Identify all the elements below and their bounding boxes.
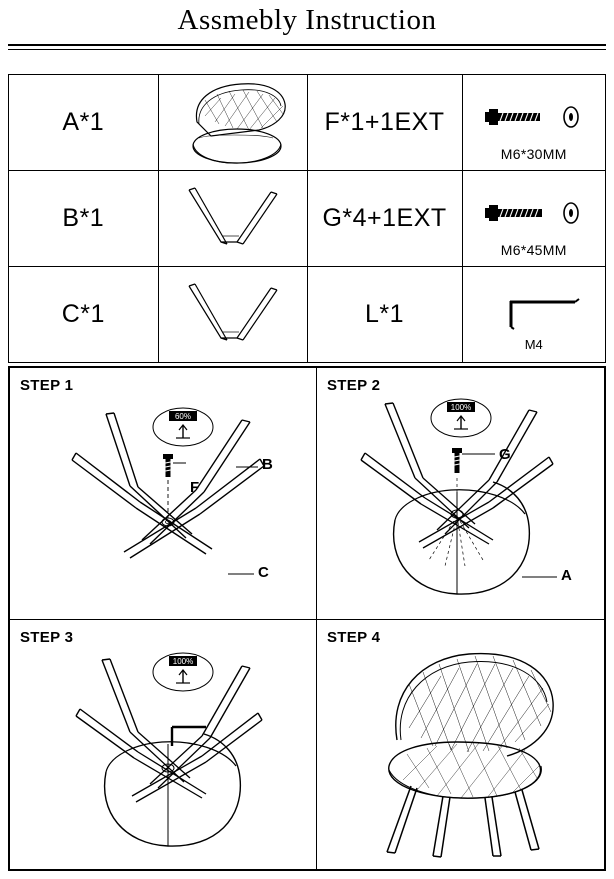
allen-key-icon — [463, 287, 606, 337]
table-row — [9, 75, 606, 171]
callout-c: C — [258, 564, 269, 581]
v-shaped-leg-frame-icon — [159, 268, 307, 362]
step-1-illustration — [10, 368, 316, 619]
bolt-and-washer-icon — [463, 95, 606, 141]
title-divider-thin — [8, 49, 606, 50]
step-4-panel — [316, 619, 605, 870]
part-code-b: B*1 — [62, 204, 105, 232]
step-4-label: STEP 4 — [327, 629, 381, 646]
step-3-label: STEP 3 — [20, 629, 74, 646]
svg-text:100%: 100% — [450, 403, 472, 412]
step-1-label: STEP 1 — [20, 377, 74, 394]
title-area — [0, 0, 614, 46]
hardware-label-f: M6*30MM — [500, 146, 567, 162]
part-code-l: L*1 — [365, 300, 405, 328]
v-shaped-leg-frame-icon — [159, 172, 307, 266]
part-image-cell — [158, 171, 307, 267]
svg-text:60%: 60% — [174, 412, 192, 421]
steps-grid — [8, 366, 606, 871]
callout-b: B — [262, 456, 273, 473]
callout-f: F — [190, 479, 200, 496]
part-code-cell — [9, 75, 159, 171]
step-2-label: STEP 2 — [327, 377, 381, 394]
part-code-cell — [9, 171, 159, 267]
part-code-c: C*1 — [61, 300, 105, 328]
callout-g: G — [499, 446, 511, 463]
part-code-a: A*1 — [62, 108, 105, 136]
part-code-cell — [307, 267, 462, 363]
hardware-cell — [462, 267, 606, 363]
title-divider-thick — [8, 44, 606, 46]
hardware-label-l: M4 — [524, 337, 543, 352]
part-code-f: F*1+1EXT — [324, 108, 445, 136]
part-image-cell — [158, 75, 307, 171]
step-3-illustration — [10, 620, 316, 869]
table-row — [9, 267, 606, 363]
part-code-cell — [307, 171, 462, 267]
step-4-illustration — [317, 620, 604, 869]
hardware-cell — [462, 171, 606, 267]
step-2-panel — [316, 367, 605, 620]
parts-table — [8, 74, 606, 363]
page-title: Assmebly Instruction — [177, 4, 437, 36]
part-code-cell — [9, 267, 159, 363]
svg-text:100%: 100% — [172, 657, 194, 666]
bolt-and-washer-icon — [463, 191, 606, 237]
part-code-cell — [307, 75, 462, 171]
hardware-cell — [462, 75, 606, 171]
callout-a: A — [561, 567, 572, 584]
upholstered-seat-shell-icon — [159, 76, 307, 170]
hardware-label-g: M6*45MM — [500, 242, 567, 258]
part-code-g: G*4+1EXT — [322, 204, 447, 232]
step-3-panel — [9, 619, 317, 870]
part-image-cell — [158, 267, 307, 363]
table-row — [9, 171, 606, 267]
step-1-panel — [9, 367, 317, 620]
